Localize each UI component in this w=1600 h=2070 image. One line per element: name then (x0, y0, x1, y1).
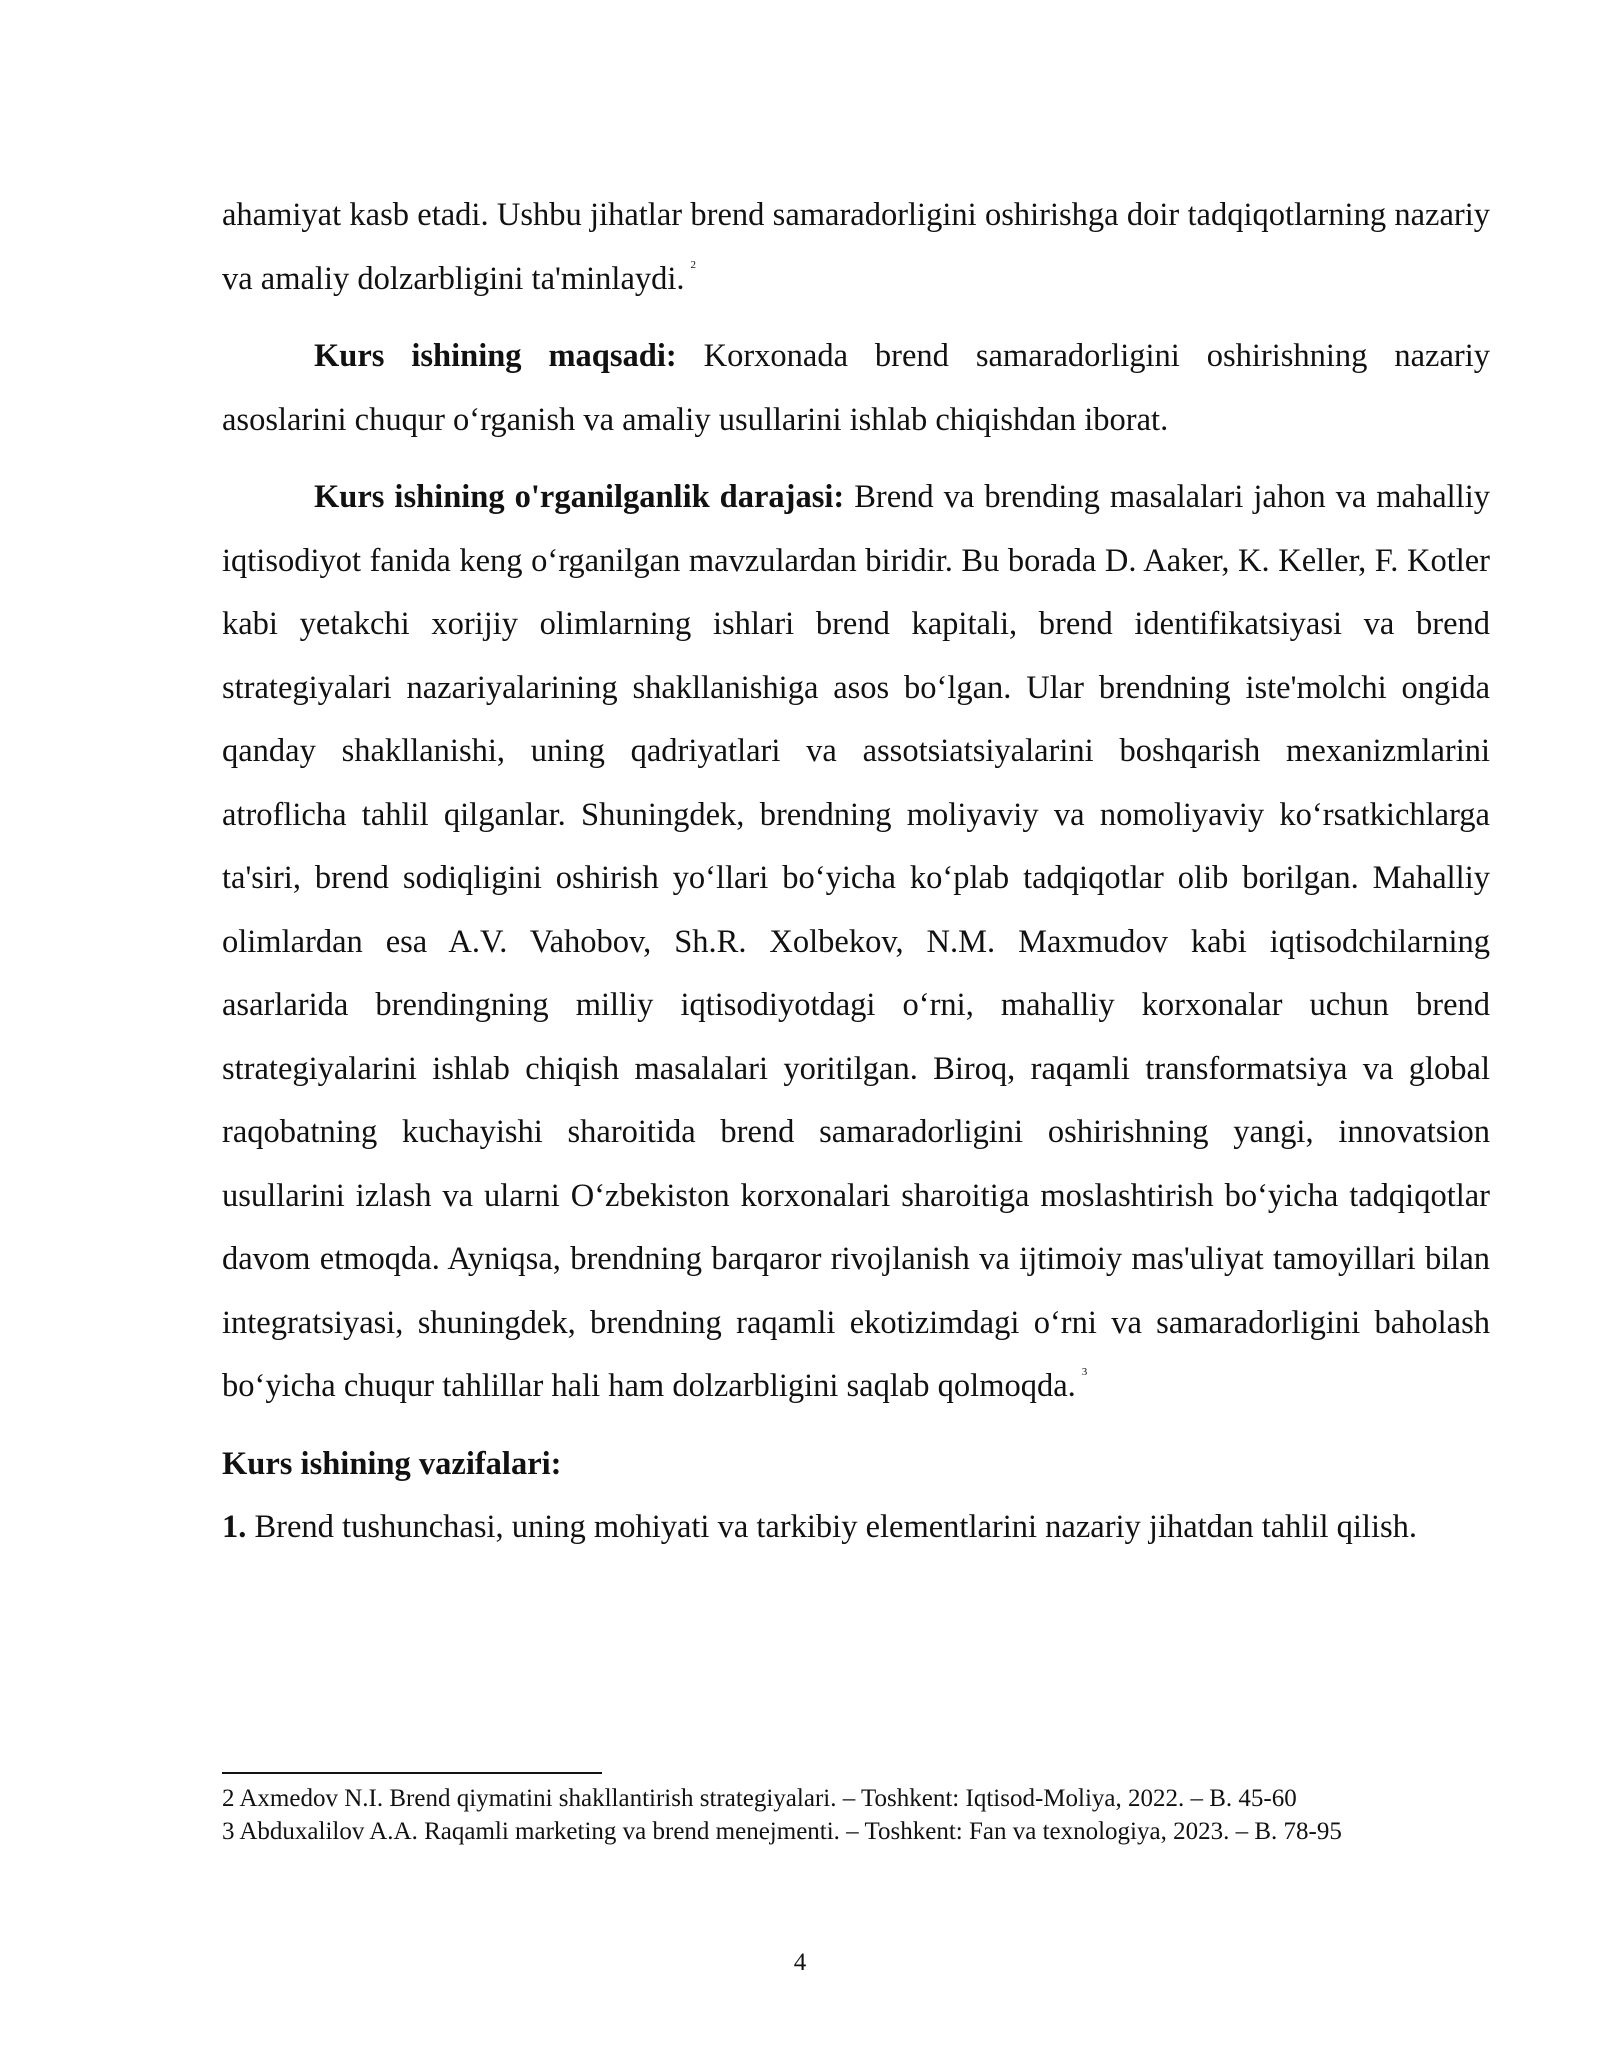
footnote-ref-2[interactable]: 2 (690, 258, 697, 271)
footnote-separator (222, 1772, 602, 1774)
task-number: 1. (222, 1509, 247, 1545)
paragraph-goal (222, 325, 1490, 452)
task-text: Brend tushunchasi, uning mohiyati va tarkibiy elementlarini nazariy jihatdan tahlil qilish. (246, 1509, 1418, 1545)
footnotes (222, 1782, 1490, 1848)
goal-heading: Kurs ishining maqsadi: (314, 338, 677, 374)
page-body (222, 184, 1490, 1560)
task-item (222, 1496, 1490, 1560)
goal-text: Korxonada brend samaradorligini oshirishning nazariy asoslarini chuqur o‘rganish va amaliy usullarini ishlab chiqishdan iborat. (222, 338, 1490, 438)
tasks-heading: Kurs ishining vazifalari: (222, 1445, 562, 1482)
literature-text: Brend va brending masalalari jahon va mahalliy iqtisodiyot fanida keng o‘rganilgan mavzulardan biridir. Bu borada D. Aaker, K. Keller, F. Kotler kabi yetakchi xorijiy olimlarning ishlari brend kapitali, brend identifikatsiyasi va brend strategiyalari nazariyalarining shakllanishiga asos bo‘lgan. Ular brendning iste'molchi ongida qanday shakllanishi, uning qadriyatlari va assotsiatsiyalarini boshqarish mexanizmlarini atroflicha tahlil qilganlar. Shuningdek, brendning moliyaviy va nomoliyaviy ko‘rsatkichlarga ta'siri, brend sodiqligini oshirish yo‘llari bo‘yicha ko‘plab tadqiqotlar olib borilgan. Mahalliy olimlardan esa A.V. Vahobov, Sh.R. Xolbekov, N.M. Maxmudov kabi iqtisodchilarning asarlarida brendingning milliy iqtisodiyotdagi o‘rni, mahalliy korxonalar uchun brend strategiyalarini ishlab chiqish masalalari yoritilgan. Biroq, raqamli transformatsiya va global raqobatning kuchayishi sharoitida brend samaradorligini oshirishning yangi, innovatsion usullarini izlash va ularni O‘zbekiston korxonalari sharoitiga moslashtirish bo‘yicha tadqiqotlar davom etmoqda. Ayniqsa, brendning barqaror rivojlanish va ijtimoiy mas'uliyat tamoyillari bilan integratsiyasi, shuningdek, brendning raqamli ekotizimdagi o‘rni va samaradorligini baholash bo‘yicha chuqur tahlillar hali ham dolzarbligini saqlab qolmoqda. (222, 479, 1490, 1404)
footnote-3: 3 Abduxalilov A.A. Raqamli marketing va brend menejmenti. – Toshkent: Fan va texnologiya, 2023. – B. 78-95 (222, 1818, 1342, 1845)
footnote-ref-3[interactable]: 3 (1081, 1366, 1088, 1378)
page-number: 4 (793, 1949, 807, 1976)
paragraph-context (222, 184, 1490, 311)
paragraph-literature-review (222, 466, 1490, 1419)
literature-heading: Kurs ishining o'rganilganlik darajasi: (314, 479, 845, 515)
footnote-2: 2 Axmedov N.I. Brend qiymatini shakllantirish strategiyalari. – Toshkent: Iqtisod-Moliya, 2022. – B. 45-60 (222, 1785, 1297, 1812)
paragraph-text: ahamiyat kasb etadi. Ushbu jihatlar brend samaradorligini oshirishga doir tadqiqotlarning nazariy va amaliy dolzarbligini ta'minlaydi. (222, 197, 1490, 297)
